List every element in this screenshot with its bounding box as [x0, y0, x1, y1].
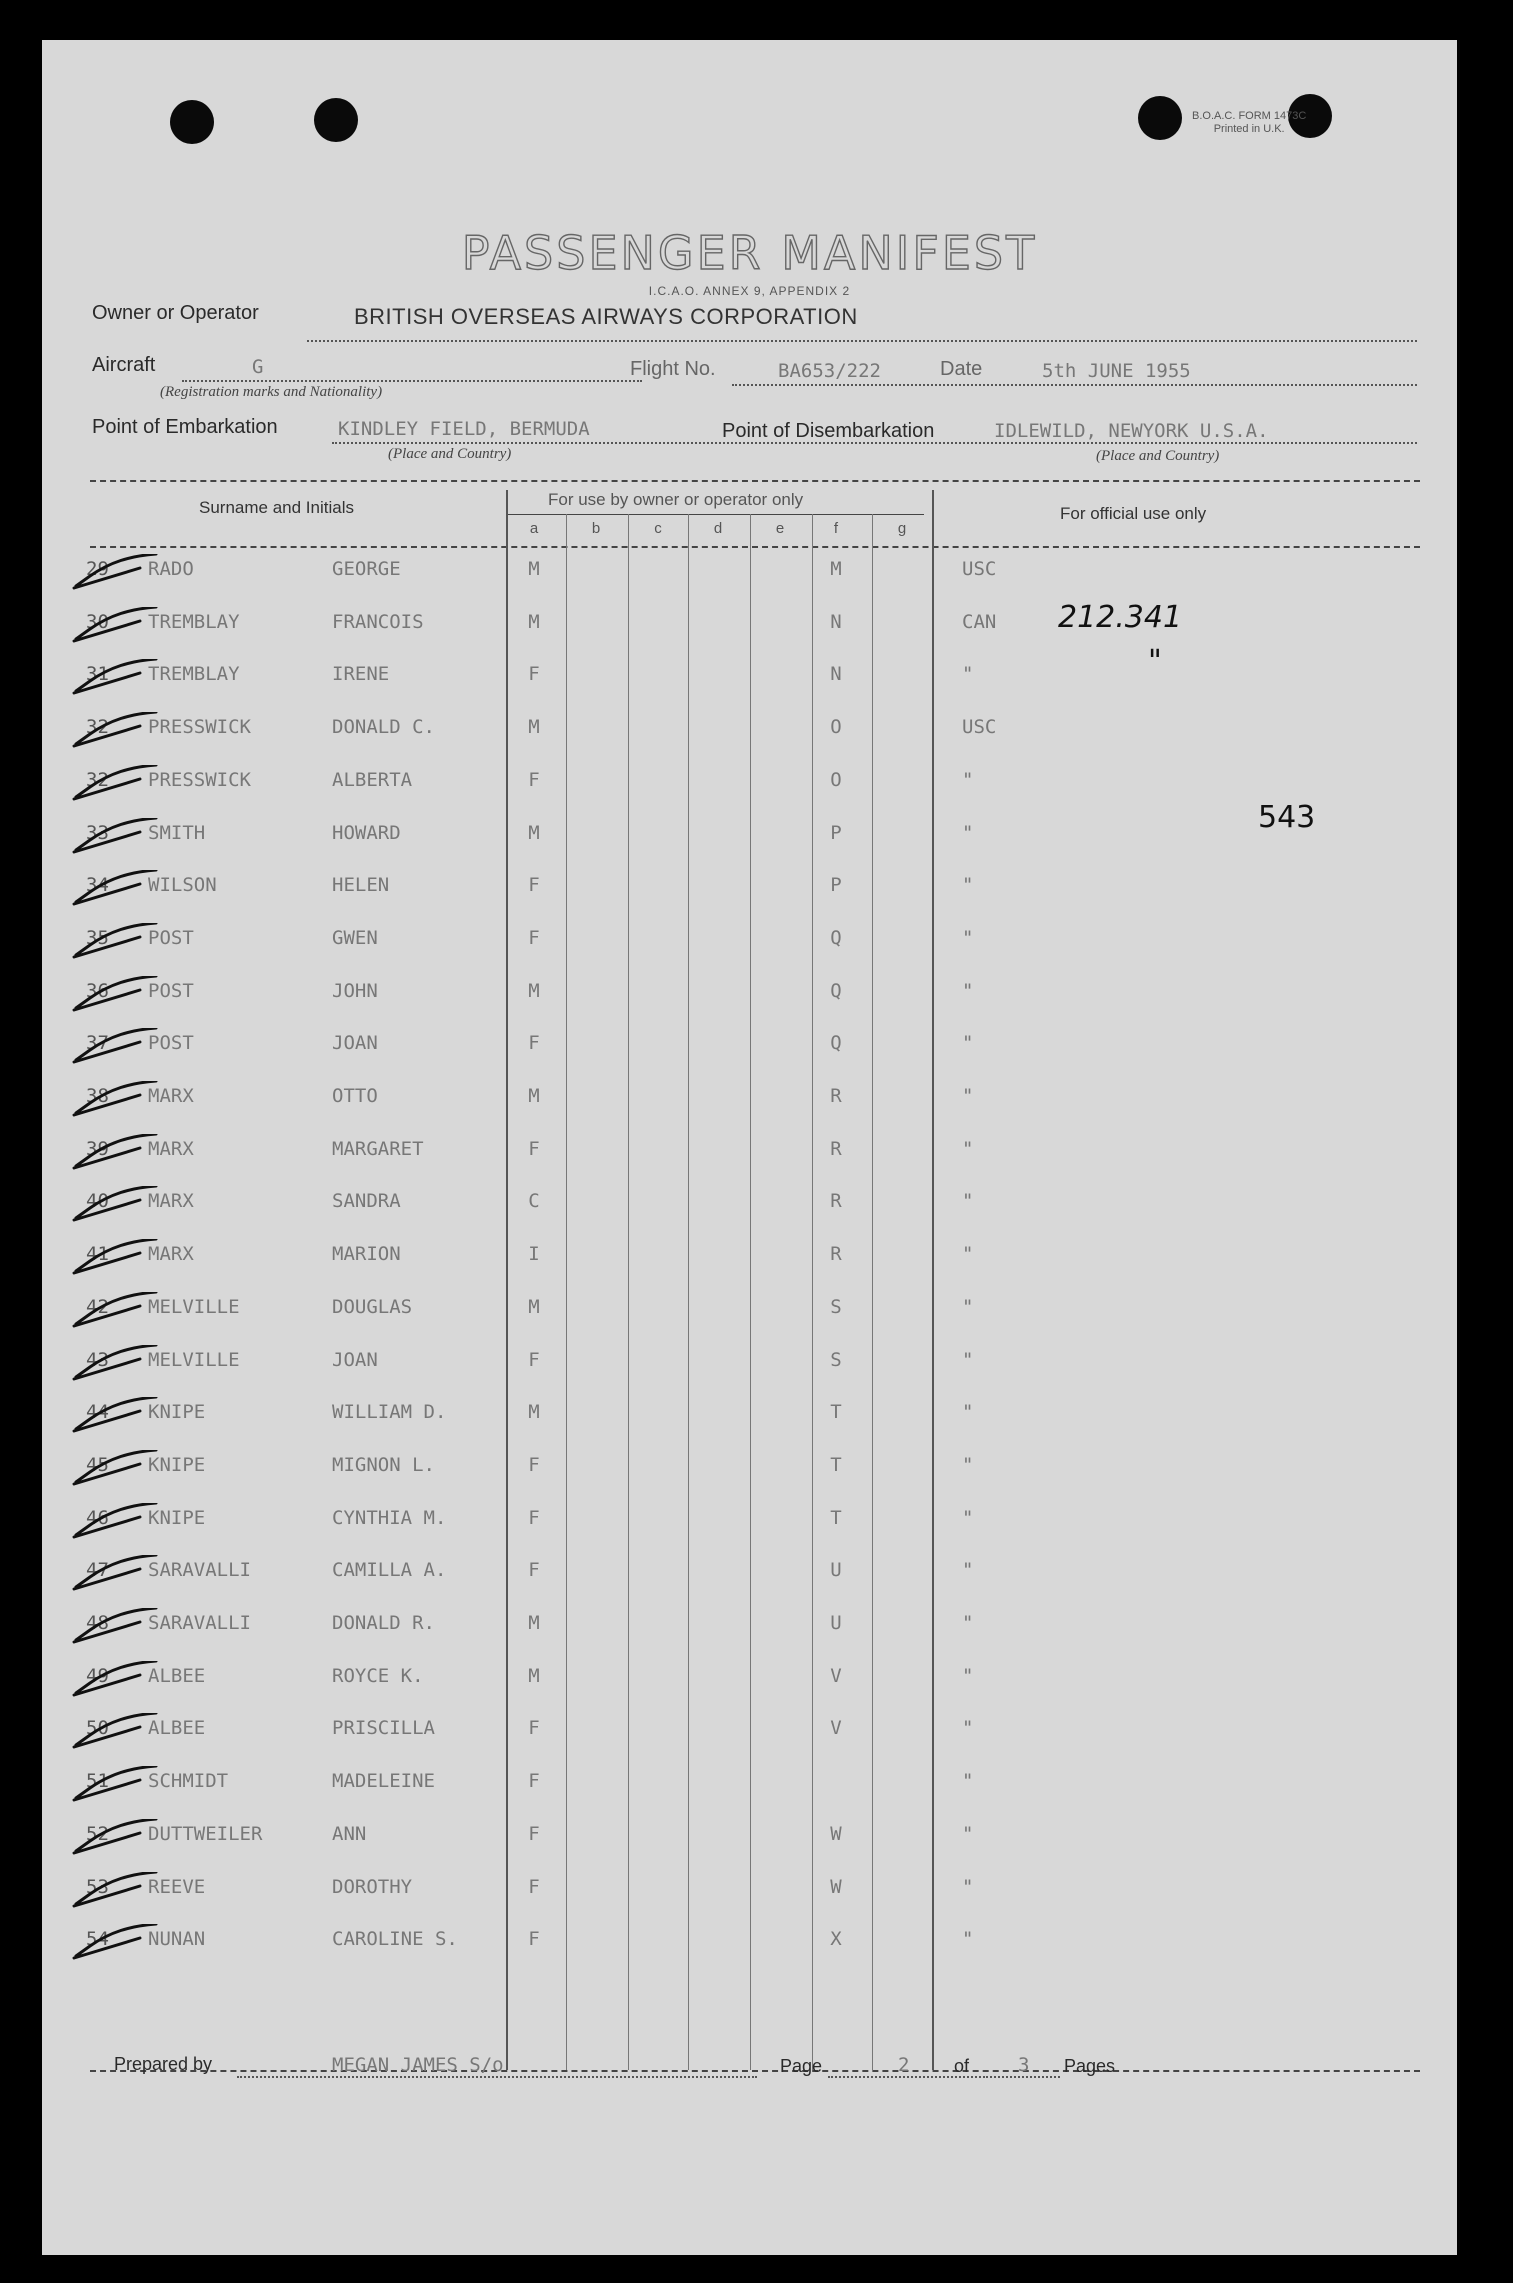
- official-use-cell: ": [962, 821, 974, 844]
- check-mark-icon: [70, 1186, 160, 1222]
- prepared-by-value: MEGAN JAMES S/o: [332, 2054, 504, 2076]
- column-letter-a: a: [529, 520, 539, 537]
- punch-hole: [1138, 96, 1182, 140]
- official-use-cell: ": [962, 1717, 974, 1740]
- table-row: [42, 1138, 1457, 1174]
- table-row: [42, 874, 1457, 910]
- page-label: Page: [780, 2056, 823, 2076]
- check-mark-icon: [70, 923, 160, 959]
- column-f-cell: P: [830, 821, 842, 844]
- form-number: B.O.A.C. FORM 1473C: [1192, 110, 1307, 122]
- check-mark-icon: [70, 1028, 160, 1064]
- initials-cell: JOAN: [332, 1032, 378, 1055]
- row-number: 45: [86, 1453, 109, 1476]
- check-mark-icon: [70, 870, 160, 906]
- initials-cell: CAMILLA A.: [332, 1559, 447, 1582]
- column-a-cell: F: [528, 768, 540, 791]
- column-a-cell: M: [528, 1612, 540, 1634]
- surname-cell: WILSON: [148, 874, 217, 897]
- check-mark-icon: [70, 1661, 160, 1697]
- owner-label: Owner or Operator: [92, 302, 259, 324]
- check-mark-icon: [70, 1134, 160, 1170]
- check-mark-icon: [70, 1872, 160, 1908]
- surname-cell: RADO: [148, 558, 194, 580]
- column-a-cell: F: [528, 1822, 540, 1845]
- row-number: 42: [86, 1295, 109, 1318]
- row-number: 43: [86, 1348, 109, 1371]
- initials-cell: JOAN: [332, 1348, 378, 1371]
- table-row: [42, 1085, 1457, 1121]
- table-row: [42, 558, 1457, 594]
- column-a-cell: M: [528, 821, 540, 844]
- initials-cell: FRANCOIS: [332, 610, 424, 633]
- row-number: 44: [86, 1401, 109, 1424]
- column-f-cell: U: [830, 1612, 842, 1634]
- table-row: [42, 611, 1457, 647]
- handwritten-page-number: 543: [1258, 800, 1316, 835]
- manifest-sheet: [42, 40, 1457, 2255]
- row-number: 47: [86, 1559, 109, 1582]
- row-number: 35: [86, 926, 109, 949]
- check-mark-icon: [70, 1292, 160, 1328]
- column-a-cell: I: [528, 1243, 540, 1266]
- official-use-cell: ": [962, 1928, 974, 1951]
- surname-cell: KNIPE: [148, 1506, 206, 1529]
- prepared-underline: [237, 2076, 757, 2078]
- initials-cell: ROYCE K.: [332, 1664, 424, 1687]
- column-f-cell: X: [830, 1928, 842, 1951]
- row-number: 46: [86, 1506, 109, 1529]
- of-value: 3: [1018, 2054, 1030, 2076]
- table-row: [42, 1401, 1457, 1437]
- surname-cell: DUTTWEILER: [148, 1822, 263, 1845]
- initials-cell: DOROTHY: [332, 1875, 413, 1898]
- check-mark-icon: [70, 554, 160, 590]
- disembarkation-hint: (Place and Country): [1096, 448, 1220, 464]
- column-letter-g: g: [897, 520, 907, 537]
- disembarkation-label: Point of Disembarkation: [722, 420, 935, 442]
- table-row: [42, 980, 1457, 1016]
- official-use-cell: ": [962, 1032, 974, 1055]
- initials-cell: DOUGLAS: [332, 1295, 413, 1318]
- column-a-cell: F: [528, 874, 540, 897]
- column-a-cell: M: [528, 1664, 540, 1687]
- row-number: 51: [86, 1770, 109, 1793]
- row-number: 31: [86, 663, 109, 686]
- column-a-cell: M: [528, 558, 540, 580]
- table-row: [42, 1559, 1457, 1595]
- check-mark-icon: [70, 1819, 160, 1855]
- column-f-cell: O: [830, 768, 842, 791]
- official-use-cell: ": [962, 663, 974, 686]
- check-mark-icon: [70, 1081, 160, 1117]
- check-mark-icon: [70, 1450, 160, 1486]
- official-use-cell: USC: [962, 558, 997, 580]
- column-a-cell: C: [528, 1190, 540, 1213]
- row-number: 32: [86, 716, 109, 739]
- column-f-cell: R: [830, 1085, 842, 1107]
- table-top-rule: [90, 480, 1420, 482]
- table-header-rule: [90, 546, 1420, 548]
- initials-cell: ANN: [332, 1822, 367, 1845]
- column-f-cell: S: [830, 1348, 842, 1371]
- column-a-cell: F: [528, 1559, 540, 1582]
- column-f-cell: T: [830, 1506, 842, 1529]
- page-subtitle: I.C.A.O. ANNEX 9, APPENDIX 2: [648, 284, 851, 298]
- official-use-cell: ": [962, 979, 974, 1002]
- row-number: 29: [86, 558, 109, 580]
- row-number: 36: [86, 979, 109, 1002]
- aircraft-underline: [182, 380, 642, 382]
- column-f-cell: N: [830, 610, 842, 633]
- official-use-cell: ": [962, 1559, 974, 1582]
- official-use-cell: ": [962, 1612, 974, 1634]
- initials-cell: DONALD R.: [332, 1612, 435, 1634]
- column-a-cell: F: [528, 1928, 540, 1951]
- row-number: 53: [86, 1875, 109, 1898]
- surname-cell: KNIPE: [148, 1401, 206, 1424]
- flight-value: BA653/222: [778, 360, 881, 382]
- table-row: [42, 663, 1457, 699]
- initials-cell: GEORGE: [332, 558, 401, 580]
- handwritten-number: 212.341: [1058, 600, 1183, 635]
- column-a-cell: M: [528, 979, 540, 1002]
- column-a-cell: M: [528, 716, 540, 739]
- column-f-cell: P: [830, 874, 842, 897]
- surname-cell: POST: [148, 926, 194, 949]
- official-use-cell: ": [962, 1875, 974, 1898]
- of-label: of: [954, 2056, 970, 2076]
- check-mark-icon: [70, 1503, 160, 1539]
- column-letter-d: d: [713, 520, 723, 537]
- column-letter-e: e: [775, 520, 785, 537]
- official-use-cell: ": [962, 1243, 974, 1266]
- embarkation-value: KINDLEY FIELD, BERMUDA: [338, 418, 590, 440]
- column-f-cell: U: [830, 1559, 842, 1582]
- initials-cell: MARGARET: [332, 1137, 424, 1160]
- column-a-cell: F: [528, 1137, 540, 1160]
- table-bottom-rule: [90, 2070, 1420, 2072]
- surname-cell: POST: [148, 979, 194, 1002]
- table-row: [42, 1665, 1457, 1701]
- official-use-cell: ": [962, 1137, 974, 1160]
- check-mark-icon: [70, 765, 160, 801]
- table-row: [42, 1243, 1457, 1279]
- official-use-cell: CAN: [962, 610, 997, 633]
- pages-label: Pages: [1064, 2056, 1116, 2076]
- surname-cell: MARX: [148, 1243, 194, 1266]
- check-mark-icon: [70, 712, 160, 748]
- initials-cell: MARION: [332, 1243, 401, 1266]
- table-row: [42, 927, 1457, 963]
- surname-cell: TREMBLAY: [148, 610, 240, 633]
- official-use-cell: ": [962, 1822, 974, 1845]
- official-use-cell: ": [962, 1190, 974, 1213]
- check-mark-icon: [70, 1345, 160, 1381]
- column-a-cell: M: [528, 1085, 540, 1107]
- initials-cell: SANDRA: [332, 1190, 401, 1213]
- of-underline: [986, 2076, 1060, 2078]
- row-number: 34: [86, 874, 109, 897]
- column-a-cell: F: [528, 663, 540, 686]
- aircraft-hint: (Registration marks and Nationality): [160, 384, 383, 400]
- column-a-cell: F: [528, 1770, 540, 1793]
- surname-cell: MARX: [148, 1085, 194, 1107]
- surname-cell: ALBEE: [148, 1717, 206, 1740]
- official-use-cell: ": [962, 1664, 974, 1687]
- flight-label: Flight No.: [630, 358, 716, 380]
- official-use-cell: ": [962, 1295, 974, 1318]
- check-mark-icon: [70, 607, 160, 643]
- surname-cell: PRESSWICK: [148, 768, 251, 791]
- initials-cell: WILLIAM D.: [332, 1401, 447, 1424]
- official-use-cell: ": [962, 874, 974, 897]
- column-letter-c: c: [654, 520, 662, 537]
- check-mark-icon: [70, 1239, 160, 1275]
- surname-cell: SARAVALLI: [148, 1612, 251, 1634]
- column-f-cell: R: [830, 1243, 842, 1266]
- owner-use-header: For use by owner or operator only: [548, 490, 804, 509]
- initials-cell: IRENE: [332, 663, 390, 686]
- row-number: 54: [86, 1928, 109, 1951]
- initials-cell: CYNTHIA M.: [332, 1506, 447, 1529]
- row-number: 38: [86, 1085, 109, 1107]
- initials-cell: HOWARD: [332, 821, 401, 844]
- column-a-cell: F: [528, 1875, 540, 1898]
- official-use-cell: ": [962, 1348, 974, 1371]
- official-use-cell: USC: [962, 716, 997, 739]
- official-use-cell: ": [962, 1453, 974, 1476]
- column-a-cell: F: [528, 1348, 540, 1371]
- row-number: 37: [86, 1032, 109, 1055]
- column-f-cell: O: [830, 716, 842, 739]
- row-number: 49: [86, 1664, 109, 1687]
- table-row: [42, 1823, 1457, 1859]
- row-number: 40: [86, 1190, 109, 1213]
- page-title: PASSENGER MANIFEST: [461, 226, 1038, 280]
- table-row: [42, 716, 1457, 752]
- column-f-cell: T: [830, 1453, 842, 1476]
- check-mark-icon: [70, 818, 160, 854]
- column-a-cell: M: [528, 610, 540, 633]
- table-row: [42, 1349, 1457, 1385]
- initials-cell: MIGNON L.: [332, 1453, 435, 1476]
- table-row: [42, 1296, 1457, 1332]
- column-a-cell: F: [528, 926, 540, 949]
- initials-cell: GWEN: [332, 926, 378, 949]
- surname-cell: MARX: [148, 1190, 194, 1213]
- row-number: 52: [86, 1822, 109, 1845]
- table-row: [42, 1454, 1457, 1490]
- column-f-cell: R: [830, 1137, 842, 1160]
- official-use-header: For official use only: [1060, 504, 1207, 523]
- surname-cell: NUNAN: [148, 1928, 206, 1951]
- column-f-cell: Q: [830, 926, 842, 949]
- column-f-cell: V: [830, 1664, 842, 1687]
- column-f-cell: N: [830, 663, 842, 686]
- owner-underline: [307, 340, 1417, 342]
- page-value: 2: [898, 2054, 910, 2076]
- printed-note: Printed in U.K.: [1213, 123, 1285, 135]
- official-use-cell: ": [962, 1085, 974, 1107]
- table-row: [42, 1876, 1457, 1912]
- column-f-cell: W: [830, 1822, 842, 1845]
- column-a-cell: M: [528, 1401, 540, 1424]
- table-row: [42, 1717, 1457, 1753]
- row-number: 48: [86, 1612, 109, 1634]
- table-row: [42, 1612, 1457, 1648]
- column-letter-b: b: [591, 520, 601, 537]
- surname-cell: REEVE: [148, 1875, 206, 1898]
- column-f-cell: Q: [830, 1032, 842, 1055]
- column-a-cell: F: [528, 1506, 540, 1529]
- surname-cell: SMITH: [148, 821, 206, 844]
- table-row: [42, 1190, 1457, 1226]
- table-row: [42, 822, 1457, 858]
- row-number: 50: [86, 1717, 109, 1740]
- disembarkation-value: IDLEWILD, NEWYORK U.S.A.: [994, 420, 1269, 442]
- embarkation-hint: (Place and Country): [388, 446, 512, 462]
- initials-cell: ALBERTA: [332, 768, 413, 791]
- check-mark-icon: [70, 659, 160, 695]
- initials-cell: CAROLINE S.: [332, 1928, 458, 1951]
- initials-cell: PRISCILLA: [332, 1717, 435, 1740]
- surname-cell: SARAVALLI: [148, 1559, 251, 1582]
- column-letter-f: f: [833, 520, 839, 537]
- table-row: [42, 1507, 1457, 1543]
- check-mark-icon: [70, 1713, 160, 1749]
- row-number: 41: [86, 1243, 109, 1266]
- surname-cell: SCHMIDT: [148, 1770, 229, 1793]
- column-f-cell: R: [830, 1190, 842, 1213]
- embarkation-underline: [332, 442, 1417, 444]
- column-f-cell: T: [830, 1401, 842, 1424]
- initials-cell: JOHN: [332, 979, 378, 1002]
- official-use-cell: ": [962, 1770, 974, 1793]
- handwritten-ditto: ": [1148, 644, 1162, 679]
- row-number: 30: [86, 610, 109, 633]
- surname-cell: TREMBLAY: [148, 663, 240, 686]
- table-row: [42, 1928, 1457, 1964]
- check-mark-icon: [70, 1608, 160, 1644]
- official-use-cell: ": [962, 768, 974, 791]
- column-a-cell: F: [528, 1717, 540, 1740]
- prepared-by-label: Prepared by: [114, 2054, 213, 2074]
- embarkation-label: Point of Embarkation: [92, 416, 278, 438]
- row-number: 39: [86, 1137, 109, 1160]
- initials-cell: MADELEINE: [332, 1770, 435, 1793]
- punch-hole: [314, 98, 358, 142]
- table-row: [42, 1770, 1457, 1806]
- row-number: 32: [86, 768, 109, 791]
- surname-cell: MELVILLE: [148, 1295, 240, 1318]
- surname-cell: KNIPE: [148, 1453, 206, 1476]
- surname-cell: PRESSWICK: [148, 716, 251, 739]
- date-underline: [732, 384, 1417, 386]
- column-a-cell: F: [528, 1032, 540, 1055]
- table-row: [42, 1032, 1457, 1068]
- column-f-cell: W: [830, 1875, 842, 1898]
- date-label: Date: [940, 358, 983, 380]
- date-value: 5th JUNE 1955: [1042, 360, 1191, 382]
- column-f-cell: V: [830, 1717, 842, 1740]
- official-use-cell: ": [962, 1401, 974, 1424]
- official-use-cell: ": [962, 1506, 974, 1529]
- row-number: 33: [86, 821, 109, 844]
- column-f-cell: S: [830, 1295, 842, 1318]
- punch-hole: [170, 100, 214, 144]
- surname-cell: MARX: [148, 1137, 194, 1160]
- surname-cell: POST: [148, 1032, 194, 1055]
- initials-cell: OTTO: [332, 1085, 378, 1107]
- column-a-cell: F: [528, 1453, 540, 1476]
- check-mark-icon: [70, 1924, 160, 1960]
- column-f-cell: M: [830, 558, 842, 580]
- surname-cell: ALBEE: [148, 1664, 206, 1687]
- aircraft-label: Aircraft: [92, 354, 156, 376]
- aircraft-value: G: [252, 356, 264, 378]
- check-mark-icon: [70, 1555, 160, 1591]
- letters-top-rule: [506, 514, 924, 515]
- form-reference: [1192, 110, 1306, 136]
- column-f-cell: Q: [830, 979, 842, 1002]
- table-row: [42, 769, 1457, 805]
- surname-cell: MELVILLE: [148, 1348, 240, 1371]
- official-use-cell: ": [962, 926, 974, 949]
- surname-column-header: Surname and Initials: [199, 498, 354, 517]
- check-mark-icon: [70, 1397, 160, 1433]
- check-mark-icon: [70, 976, 160, 1012]
- owner-value: BRITISH OVERSEAS AIRWAYS CORPORATION: [354, 304, 858, 329]
- column-a-cell: M: [528, 1295, 540, 1318]
- check-mark-icon: [70, 1766, 160, 1802]
- initials-cell: HELEN: [332, 874, 390, 897]
- initials-cell: DONALD C.: [332, 716, 435, 739]
